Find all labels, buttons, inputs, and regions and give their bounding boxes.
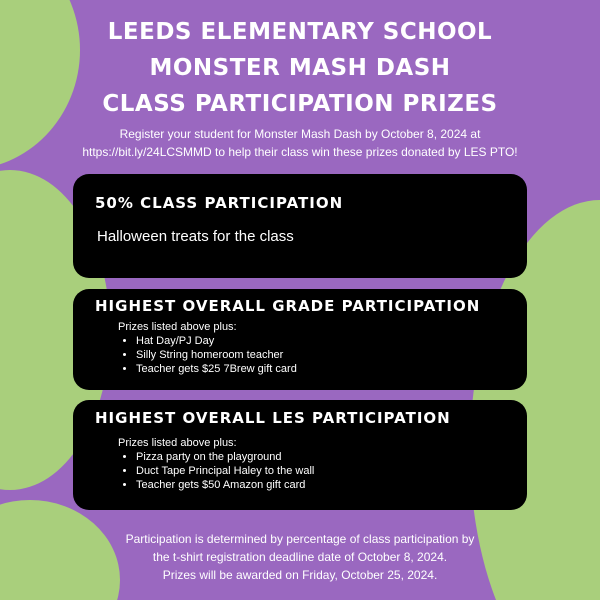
prize-list-block (118, 436, 314, 492)
prize-card-class (73, 174, 527, 278)
title-line: MONSTER MASH DASH (149, 55, 451, 81)
card-prize-text: Halloween treats for the class (97, 228, 294, 245)
title-line: LEEDS ELEMENTARY SCHOOL (107, 19, 493, 45)
footer-line: the t-shirt registration deadline date of October 8, 2024. (152, 550, 448, 564)
intro-line: https://bit.ly/24LCSMMD to help their class win these prizes donated by LES PTO! (82, 145, 518, 159)
prize-list-item: • Pizza party on the playground (136, 450, 314, 464)
prize-list-item: • Teacher gets $25 7Brew gift card (136, 362, 297, 376)
card-heading: 50% CLASS PARTICIPATION (95, 194, 344, 212)
prize-card-school (73, 400, 527, 510)
prize-list-item: • Hat Day/PJ Day (136, 334, 297, 348)
poster-title (0, 14, 600, 122)
prize-list (118, 450, 314, 492)
title-line: CLASS PARTICIPATION PRIZES (102, 91, 498, 117)
footer-text (40, 530, 560, 584)
card-heading: HIGHEST OVERALL LES PARTICIPATION (95, 409, 451, 427)
card-heading: HIGHEST OVERALL GRADE PARTICIPATION (95, 297, 481, 315)
prize-list (118, 334, 297, 376)
prize-list-intro: Prizes listed above plus: (118, 321, 237, 333)
intro-text (40, 125, 560, 161)
footer-line: Participation is determined by percentage of class participation by (125, 532, 475, 546)
prize-list-item: • Teacher gets $50 Amazon gift card (136, 478, 314, 492)
intro-line: Register your student for Monster Mash Dash by October 8, 2024 at (119, 127, 481, 141)
prize-list-intro: Prizes listed above plus: (118, 437, 237, 449)
prize-list-item: • Silly String homeroom teacher (136, 348, 297, 362)
prize-list-block (118, 320, 297, 376)
footer-line: Prizes will be awarded on Friday, October 25, 2024. (162, 568, 438, 582)
prize-card-grade (73, 289, 527, 390)
prize-list-item: • Duct Tape Principal Haley to the wall (136, 464, 314, 478)
